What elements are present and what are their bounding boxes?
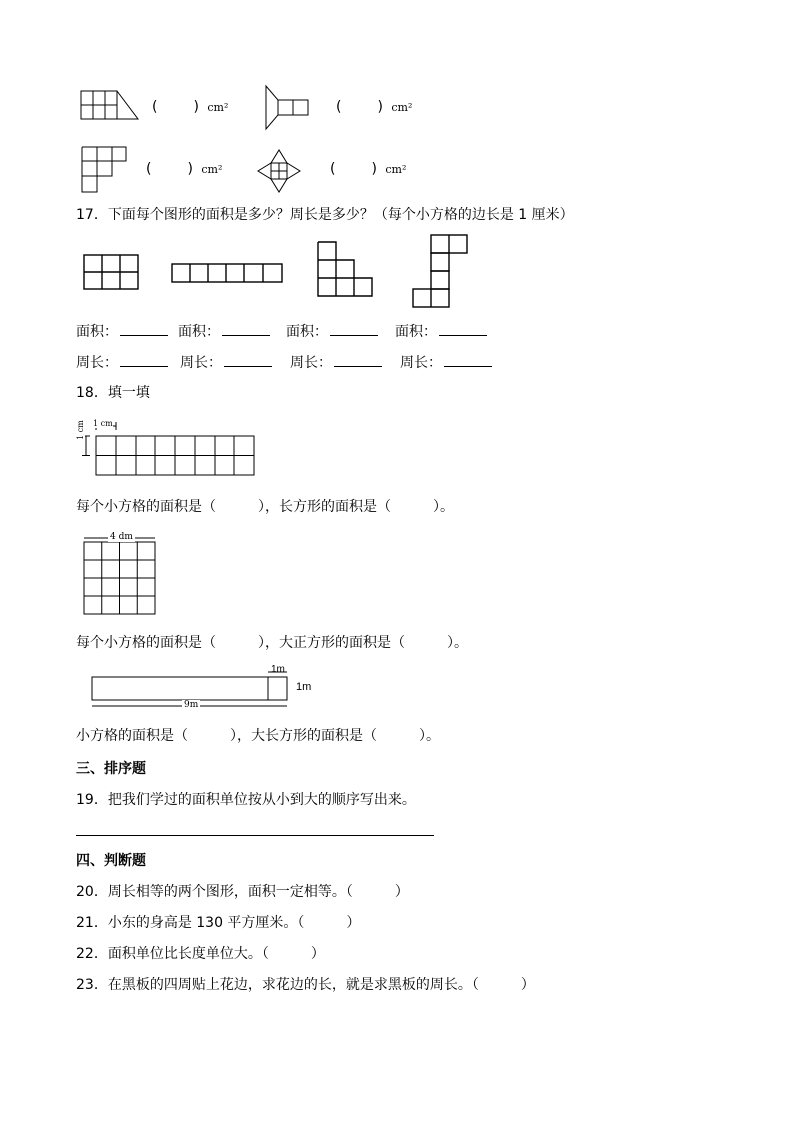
q17-shape-staircase: [317, 241, 377, 299]
q17-shape-s-tetromino: [412, 234, 472, 310]
answer-paren-2: ( ) cm²: [336, 99, 413, 115]
question-21: 21．小东的身高是 130 平方厘米。（ ）: [76, 915, 361, 931]
question-17: 17．下面每个图形的面积是多少？周长是多少？（每个小方格的边长是 1 厘米）: [76, 207, 574, 223]
q18-line-1: 每个小方格的面积是（ ），长方形的面积是（ ）。: [76, 499, 454, 515]
q18-fig1-rectangle-grid: [80, 420, 260, 480]
question-22: 22．面积单位比长度单位大。（ ）: [76, 946, 325, 962]
shape-grid-trapezoid: [80, 90, 140, 122]
fig2-side-label: 4 dm: [110, 532, 133, 542]
answer-paren-1: ( ) cm²: [152, 99, 229, 115]
q19-answer-line[interactable]: [76, 835, 434, 836]
fig3-bottom-label: 9m: [184, 700, 199, 710]
perimeter-answer-4: 周长：: [400, 354, 492, 372]
area-answer-3: 面积：: [286, 323, 378, 341]
fig3-side-label: 1m: [296, 681, 312, 693]
perimeter-answer-2: 周长：: [180, 354, 272, 372]
area-answer-1: 面积：: [76, 323, 168, 341]
section-3-title: 三、排序题: [76, 761, 146, 777]
fig1-width-label: 1 cm: [93, 419, 113, 428]
fig1-height-label: 1 cm: [76, 420, 85, 440]
fig3-top-label: 1m: [271, 664, 285, 675]
q18-line-3: 小方格的面积是（ ），大长方形的面积是（ ）。: [76, 728, 440, 744]
q18-line-2: 每个小方格的面积是（ ），大正方形的面积是（ ）。: [76, 635, 468, 651]
question-19: 19．把我们学过的面积单位按从小到大的顺序写出来。: [76, 792, 416, 808]
answer-paren-3: ( ) cm²: [146, 161, 223, 177]
shape-staircase: [80, 146, 130, 194]
question-23: 23．在黑板的四周贴上花边，求花边的长，就是求黑板的周长。（ ）: [76, 977, 535, 993]
question-20: 20．周长相等的两个图形，面积一定相等。（ ）: [76, 884, 409, 900]
perimeter-answer-1: 周长：: [76, 354, 168, 372]
section-4-title: 四、判断题: [76, 853, 146, 869]
q17-shape-1x6-strip: [171, 263, 285, 285]
area-answer-4: 面积：: [395, 323, 487, 341]
shape-cross-flag: [262, 85, 312, 131]
q18-fig2-square-grid: [82, 533, 158, 617]
perimeter-answer-3: 周长：: [290, 354, 382, 372]
area-answer-2: 面积：: [178, 323, 270, 341]
q17-shape-2x3-grid: [83, 254, 141, 292]
shape-pinwheel: [256, 148, 302, 194]
answer-paren-4: ( ) cm²: [330, 161, 407, 177]
question-18-title: 18．填一填: [76, 385, 150, 401]
